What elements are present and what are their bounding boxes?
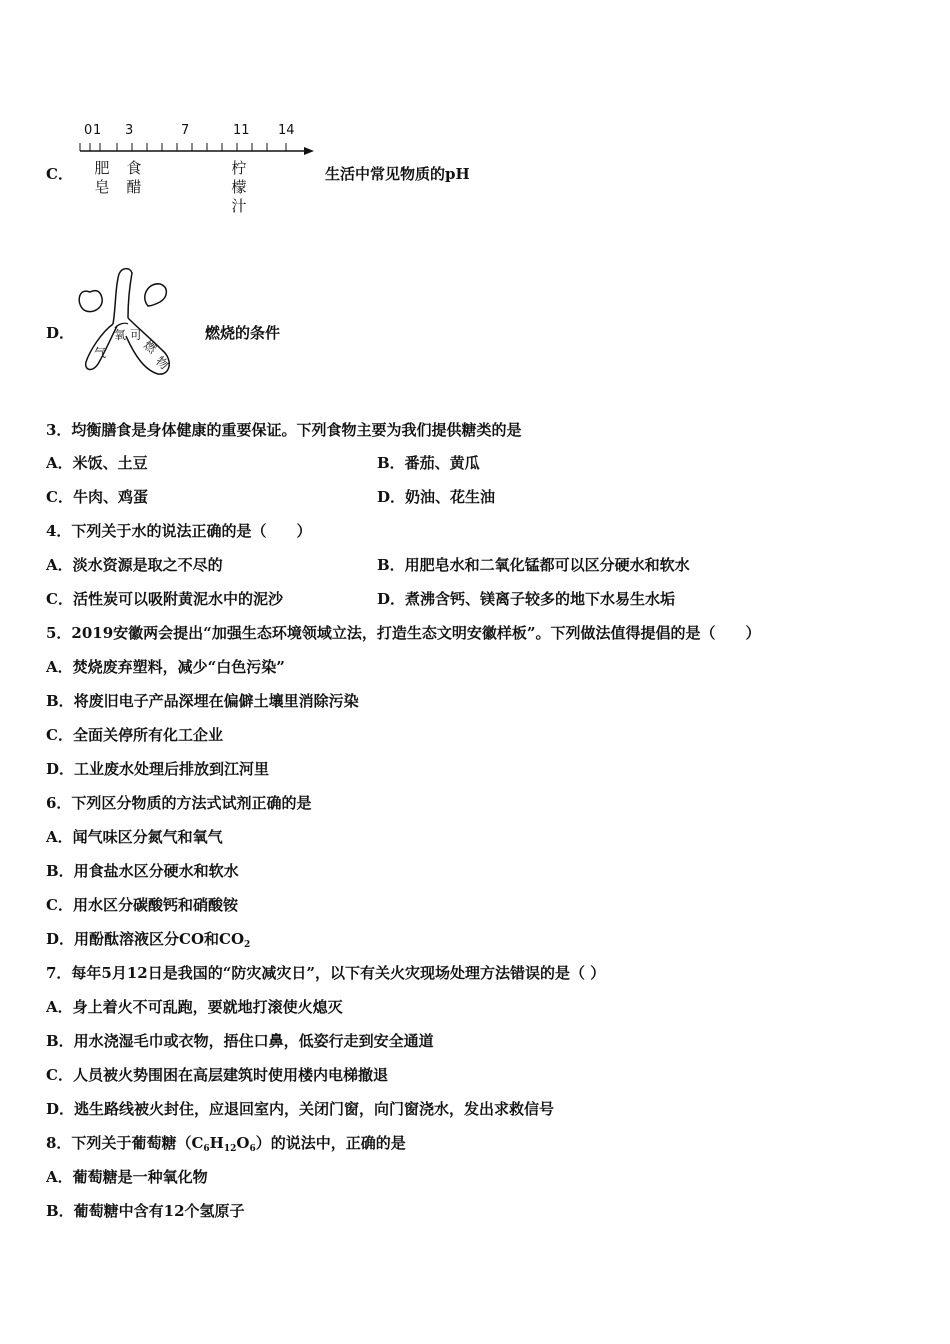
q7-option-c: C．人员被火势围困在高层建筑时使用楼内电梯撤退: [46, 1066, 388, 1084]
question-7-stem: 7．每年5月12日是我国的“防灾减灾日”，以下有关火灾现场处理方法错误的是（ ）: [46, 964, 606, 982]
q6-option-b: B．用食盐水区分硬水和软水: [46, 862, 239, 880]
question-3-stem: 3．均衡膳食是身体健康的重要保证。下列食物主要为我们提供糖类的是: [46, 421, 522, 439]
q8-stem-o: O: [236, 1134, 250, 1152]
q4-option-c: C．活性炭可以吸附黄泥水中的泥沙: [46, 590, 283, 608]
q4-option-d: D．煮沸含钙、镁离子较多的地下水易生水垢: [377, 590, 676, 608]
q6-option-d-text: D．用酚酞溶液区分CO和CO: [46, 930, 245, 948]
fire-label-fuel-1: 可: [130, 328, 143, 342]
fire-label-oxygen-1: 氧: [114, 328, 127, 342]
option-c-label: C．: [46, 165, 73, 183]
q8-sub-h: 12: [223, 1144, 237, 1154]
q3-option-a: A．米饭、土豆: [46, 454, 148, 472]
tick-7: 7: [181, 123, 190, 138]
tick-14: 14: [278, 123, 295, 138]
q6-option-d: [46, 929, 250, 949]
tick-0: 0: [84, 123, 93, 138]
option-c-caption: 生活中常见物质的pH: [325, 165, 470, 183]
q4-option-b: B．用肥皂水和二氧化锰都可以区分硬水和软水: [377, 556, 690, 574]
q6-option-c: C．用水区分碳酸钙和硝酸铵: [46, 896, 238, 914]
q3-option-b: B．番茄、黄瓜: [377, 454, 480, 472]
q7-option-a: A．身上着火不可乱跑，要就地打滚使火熄灭: [46, 998, 343, 1016]
vinegar-label-1: 食: [126, 159, 142, 177]
lemon-label-3: 汁: [231, 197, 247, 215]
question-6-stem: 6．下列区分物质的方法式试剂正确的是: [46, 794, 312, 812]
q8-stem-h: H: [209, 1134, 224, 1152]
tick-3: 3: [125, 123, 134, 138]
q8-option-a: A．葡萄糖是一种氧化物: [46, 1168, 208, 1186]
q5-option-a: A．焚烧废弃塑料，减少“白色污染”: [46, 658, 285, 676]
fire-label-fuel-3: 物: [152, 353, 172, 373]
q8-stem-before: 8．下列关于葡萄糖（C: [46, 1134, 204, 1152]
soap-label-1: 肥: [94, 159, 110, 177]
q3-option-c: C．牛肉、鸡蛋: [46, 488, 148, 506]
q5-option-c: C．全面关停所有化工企业: [46, 726, 223, 744]
q5-option-b: B．将废旧电子产品深埋在偏僻土壤里消除污染: [46, 692, 359, 710]
tick-11: 11: [233, 123, 250, 138]
fire-label-oxygen-2: 气: [94, 346, 107, 360]
fire-label-fuel-2: 燃: [140, 337, 160, 357]
fire-conditions-figure: [70, 262, 180, 380]
q7-option-b: B．用水浇湿毛巾或衣物，捂住口鼻，低姿行走到安全通道: [46, 1032, 434, 1050]
ph-scale-figure: [72, 118, 322, 228]
q6-option-a: A．闻气味区分氮气和氧气: [46, 828, 223, 846]
q6-option-d-subscript: 2: [244, 940, 251, 950]
lemon-label-2: 檬: [231, 178, 247, 196]
q8-option-b: B．葡萄糖中含有12个氢原子: [46, 1202, 245, 1220]
option-d-label: D．: [46, 324, 75, 342]
option-d-caption: 燃烧的条件: [205, 324, 281, 342]
vinegar-label-2: 醋: [126, 178, 142, 196]
question-8-stem: [46, 1133, 406, 1153]
lemon-label-1: 柠: [231, 159, 247, 177]
q8-sub-c: 6: [203, 1144, 210, 1154]
q8-sub-o: 6: [249, 1144, 256, 1154]
question-4-stem: 4．下列关于水的说法正确的是（ ）: [46, 522, 312, 540]
q8-stem-after: ）的说法中，正确的是: [255, 1134, 406, 1152]
tick-1: 1: [93, 123, 102, 138]
soap-label-2: 皂: [94, 178, 110, 196]
q5-option-d: D．工业废水处理后排放到江河里: [46, 760, 270, 778]
question-5-stem: 5．2019安徽两会提出“加强生态环境领域立法，打造生态文明安徽样板”。下列做法值得提倡的是（ ）: [46, 624, 761, 642]
q4-option-a: A．淡水资源是取之不尽的: [46, 556, 223, 574]
q3-option-d: D．奶油、花生油: [377, 488, 496, 506]
q7-option-d: D．逃生路线被火封住，应退回室内，关闭门窗，向门窗浇水，发出求救信号: [46, 1100, 555, 1118]
